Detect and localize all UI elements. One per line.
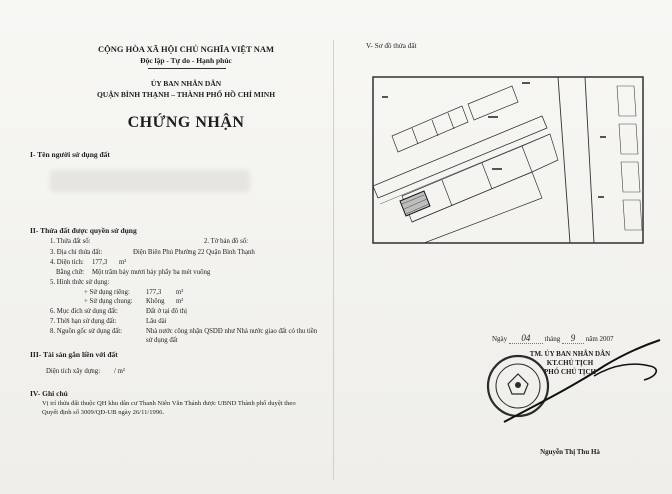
area-value: 177,3: [92, 259, 108, 266]
use-form-label: 5. Hình thức sử dụng:: [50, 279, 110, 286]
map-sheet-label: 2. Tờ bản đồ số:: [204, 238, 249, 245]
motto-underline: [148, 68, 226, 69]
private-use-unit: m²: [176, 289, 184, 296]
address-label: 3. Địa chỉ thửa đất:: [50, 249, 103, 256]
signing-role-2: PHÓ CHỦ TỊCH: [544, 368, 596, 376]
signing-organization: TM. ỦY BAN NHÂN DÂN: [529, 350, 611, 358]
section-5-heading: V- Sơ đồ thửa đất: [366, 42, 417, 50]
district-heading: QUẬN BÌNH THẠNH – THÀNH PHỐ HỒ CHÍ MINH: [96, 90, 276, 99]
section-2-heading: II- Thửa đất được quyền sử dụng: [30, 226, 137, 235]
shared-use-unit: m²: [176, 298, 184, 305]
land-plot-diagram: [372, 76, 644, 244]
origin-value-line-2: sử dụng đất: [146, 337, 178, 344]
republic-heading: CỘNG HÒA XÃ HỘI CHỦ NGHĨA VIỆT NAM: [97, 44, 275, 54]
parcel-number-label: 1. Thửa đất số:: [50, 238, 91, 245]
term-value: Lâu dài: [146, 318, 167, 325]
purpose-value: Đất ở tại đô thị: [146, 308, 187, 315]
committee-heading: ỦY BAN NHÂN DÂN: [150, 79, 222, 88]
origin-label: 8. Nguồn gốc sử dụng đất:: [50, 328, 123, 335]
note-line-1: Vị trí thửa đất thuộc QH khu dân cư Thanh Niên Văn Thánh được UBND Thành phố duyệt theo: [42, 400, 296, 407]
redacted-owner-area: [50, 170, 250, 192]
area-unit: m²: [119, 259, 127, 266]
floor-area-label: Diện tích xây dựng:: [46, 368, 101, 375]
origin-value-line-1: Nhà nước công nhận QSDĐ như Nhà nước giao đất có thu tiền: [146, 328, 318, 335]
section-1-heading: I- Tên người sử dụng đất: [30, 150, 110, 159]
date-month-label: tháng: [544, 335, 561, 343]
note-line-2: Quyết định số 3009/QĐ-UB ngày 26/11/1996.: [42, 409, 165, 416]
motto: Độc lập - Tự do - Hạnh phúc: [140, 56, 232, 65]
date-year: năm 2007: [585, 335, 614, 343]
section-4-heading: IV- Ghi chú: [30, 389, 68, 398]
page-fold-divider: [333, 40, 334, 480]
shared-use-label: + Sử dụng chung:: [84, 298, 133, 305]
signing-role-1: KT.CHỦ TỊCH: [546, 359, 594, 367]
private-use-label: + Sử dụng riêng:: [84, 289, 130, 296]
date-day: 04: [509, 333, 543, 344]
document-title: CHỨNG NHẬN: [127, 114, 245, 131]
floor-area-unit: / m²: [114, 368, 125, 375]
term-label: 7. Thời hạn sử dụng đất:: [50, 318, 117, 325]
purpose-label: 6. Mục đích sử dụng đất:: [50, 308, 118, 315]
area-in-words-value: Một trăm bảy mươi bảy phẩy ba mét vuông: [92, 269, 211, 276]
date-prefix: Ngày: [492, 335, 508, 343]
signer-name: Nguyễn Thị Thu Hà: [540, 448, 600, 456]
date-month: 9: [562, 333, 584, 344]
shared-use-value: Không: [146, 298, 165, 305]
area-label: 4. Diện tích:: [50, 259, 84, 266]
private-use-value: 177,3: [146, 289, 162, 296]
address-value: Điện Biên Phủ Phường 22 Quận Bình Thạnh: [133, 249, 255, 256]
area-in-words-label: Bằng chữ:: [56, 269, 85, 276]
section-3-heading: III- Tài sản gắn liền với đất: [30, 350, 118, 359]
